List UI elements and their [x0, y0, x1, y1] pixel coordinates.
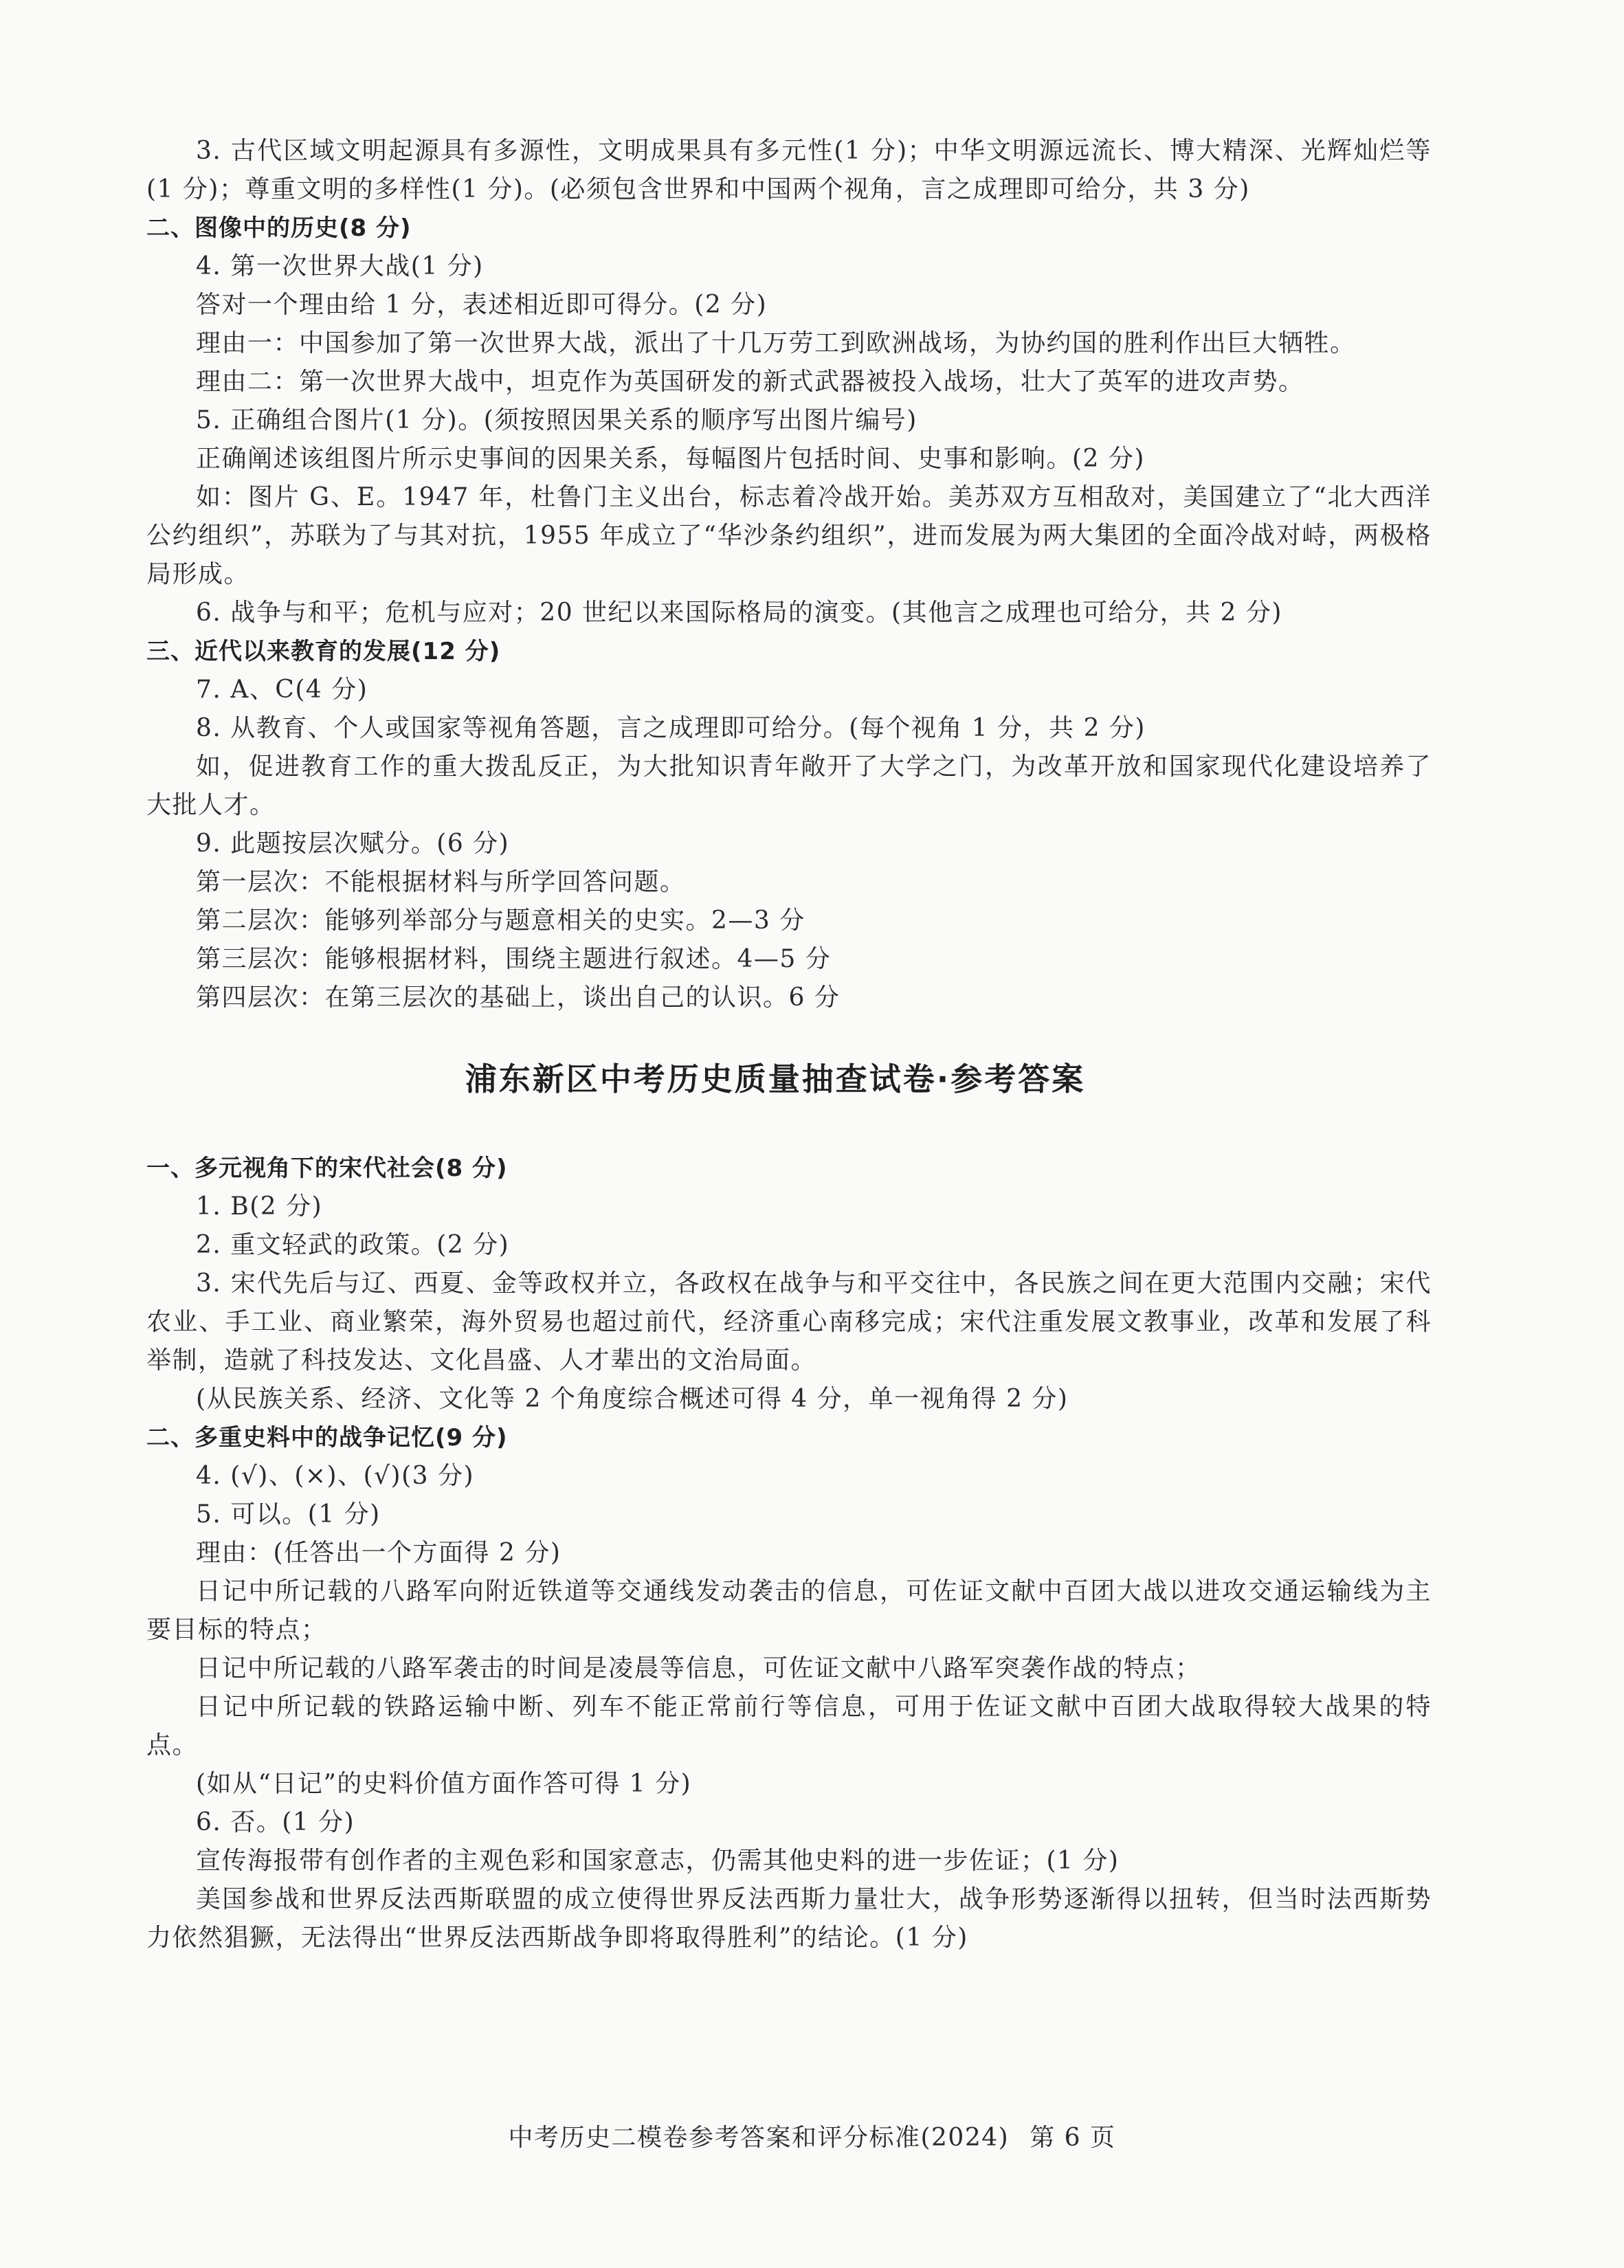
pudong-q5-note: (如从“日记”的史料价值方面作答可得 1 分) [196, 1770, 692, 1798]
pudong-q2-answer: 2. 重文轻武的政策。(2 分) [196, 1231, 510, 1259]
part3-q8-answer: 8. 从教育、个人或国家等视角答题，言之成理即可给分。(每个视角 1 分，共 2 分) [196, 714, 1146, 742]
part2-q5-example: 如：图片 G、E。1947 年，杜鲁门主义出台，标志着冷战开始。美苏双方互相敌对，美国建立了“北大西洋公约组织”，苏联为了与其对抗，1955 年成立了“华沙条约组织”，进而发展为两大集团的全面冷战对峙，两极格局形成。 [146, 483, 1432, 588]
part2-q6-answer: 6. 战争与和平；危机与应对；20 世纪以来国际格局的演变。(其他言之成理也可给分，共 2 分) [196, 599, 1282, 627]
pudong-q1-answer: 1. B(2 分) [196, 1192, 323, 1221]
pudong-q5-answer: 5. 可以。(1 分) [196, 1500, 381, 1528]
part2-q5-note: 正确阐述该组图片所示史事间的因果关系，每幅图片包括时间、史事和影响。(2 分) [196, 445, 1145, 473]
pudong-q5-reason-3: 日记中所记载的铁路运输中断、列车不能正常前行等信息，可用于佐证文献中百团大战取得较大战果的特点。 [146, 1693, 1432, 1759]
pudong-q5-reason-label: 理由：(任答出一个方面得 2 分) [196, 1539, 561, 1567]
part3-q9-level-1: 第一层次：不能根据材料与所学回答问题。 [196, 868, 686, 896]
pudong-q6-reason-1: 宣传海报带有创作者的主观色彩和国家意志，仍需其他史料的进一步佐证；(1 分) [196, 1847, 1120, 1875]
part2-heading: 二、图像中的历史(8 分) [146, 214, 412, 242]
part2-q5-answer: 5. 正确组合图片(1 分)。(须按照因果关系的顺序写出图片编号) [196, 406, 917, 434]
footer-doc-name: 中考历史二模卷参考答案和评分标准(2024) [508, 2124, 1010, 2152]
part3-heading: 三、近代以来教育的发展(12 分) [146, 638, 501, 665]
part3-q9-level-2: 第二层次：能够列举部分与题意相关的史实。2—3 分 [196, 907, 805, 935]
pudong-q3-answer: 3. 宋代先后与辽、西夏、金等政权并立，各政权在战争与和平交往中，各民族之间在更大范围内交融；宋代农业、手工业、商业繁荣，海外贸易也超过前代，经济重心南移完成；宋代注重发展文教事业，改革和发展了科举制，造就了科技发达、文化昌盛、人才辈出的文治局面。 [146, 1269, 1432, 1375]
pudong-q5-reason-2: 日记中所记载的八路军袭击的时间是凌晨等信息，可佐证文献中八路军突袭作战的特点； [196, 1654, 1201, 1682]
part3-q9-level-4: 第四层次：在第三层次的基础上，谈出自己的认识。6 分 [196, 983, 841, 1012]
part3-q9-level-3: 第三层次：能够根据材料，围绕主题进行叙述。4—5 分 [196, 945, 832, 973]
pudong-section-title: 浦东新区中考历史质量抽查试卷·参考答案 [465, 1060, 1086, 1098]
part3-q7-answer: 7. A、C(4 分) [196, 676, 368, 704]
pudong-q3-note: (从民族关系、经济、文化等 2 个角度综合概述可得 4 分，单一视角得 2 分) [196, 1385, 1069, 1413]
page-content [146, 132, 1432, 1957]
part3-q9-answer: 9. 此题按层次赋分。(6 分) [196, 830, 510, 858]
part1-q3-answer: 3. 古代区域文明起源具有多源性，文明成果具有多元性(1 分)；中华文明源远流长、博大精深、光辉灿烂等(1 分)；尊重文明的多样性(1 分)。(必须包含世界和中国两个视角，言之成理即可给分，共 3 分) [146, 137, 1432, 203]
part2-q4-reason2: 理由二：第一次世界大战中，坦克作为英国研发的新式武器被投入战场，壮大了英军的进攻声势。 [196, 368, 1304, 396]
pudong-q4-answer: 4. (√)、(×)、(√)(3 分) [196, 1462, 475, 1490]
part2-q4-note: 答对一个理由给 1 分，表述相近即可得分。(2 分) [196, 291, 768, 319]
pudong-q6-reason-2: 美国参战和世界反法西斯联盟的成立使得世界反法西斯力量壮大，战争形势逐渐得以扭转，但当时法西斯势力依然猖獗，无法得出“世界反法西斯战争即将取得胜利”的结论。(1 分) [146, 1885, 1432, 1952]
page-footer [0, 2118, 1624, 2153]
pudong-part2-heading: 二、多重史料中的战争记忆(9 分) [146, 1424, 508, 1452]
part3-q8-example: 如，促进教育工作的重大拨乱反正，为大批知识青年敞开了大学之门，为改革开放和国家现代化建设培养了大批人才。 [146, 753, 1432, 819]
part2-q4-reason1: 理由一：中国参加了第一次世界大战，派出了十几万劳工到欧洲战场，为协约国的胜利作出巨大牺牲。 [196, 329, 1356, 357]
pudong-q6-answer: 6. 否。(1 分) [196, 1808, 355, 1836]
pudong-q5-reason-1: 日记中所记载的八路军向附近铁道等交通线发动袭击的信息，可佐证文献中百团大战以进攻交通运输线为主要目标的特点； [146, 1577, 1432, 1644]
pudong-part1-heading: 一、多元视角下的宋代社会(8 分) [146, 1155, 508, 1182]
part2-q4-answer: 4. 第一次世界大战(1 分) [196, 252, 484, 280]
footer-page-number: 第 6 页 [1030, 2124, 1116, 2152]
